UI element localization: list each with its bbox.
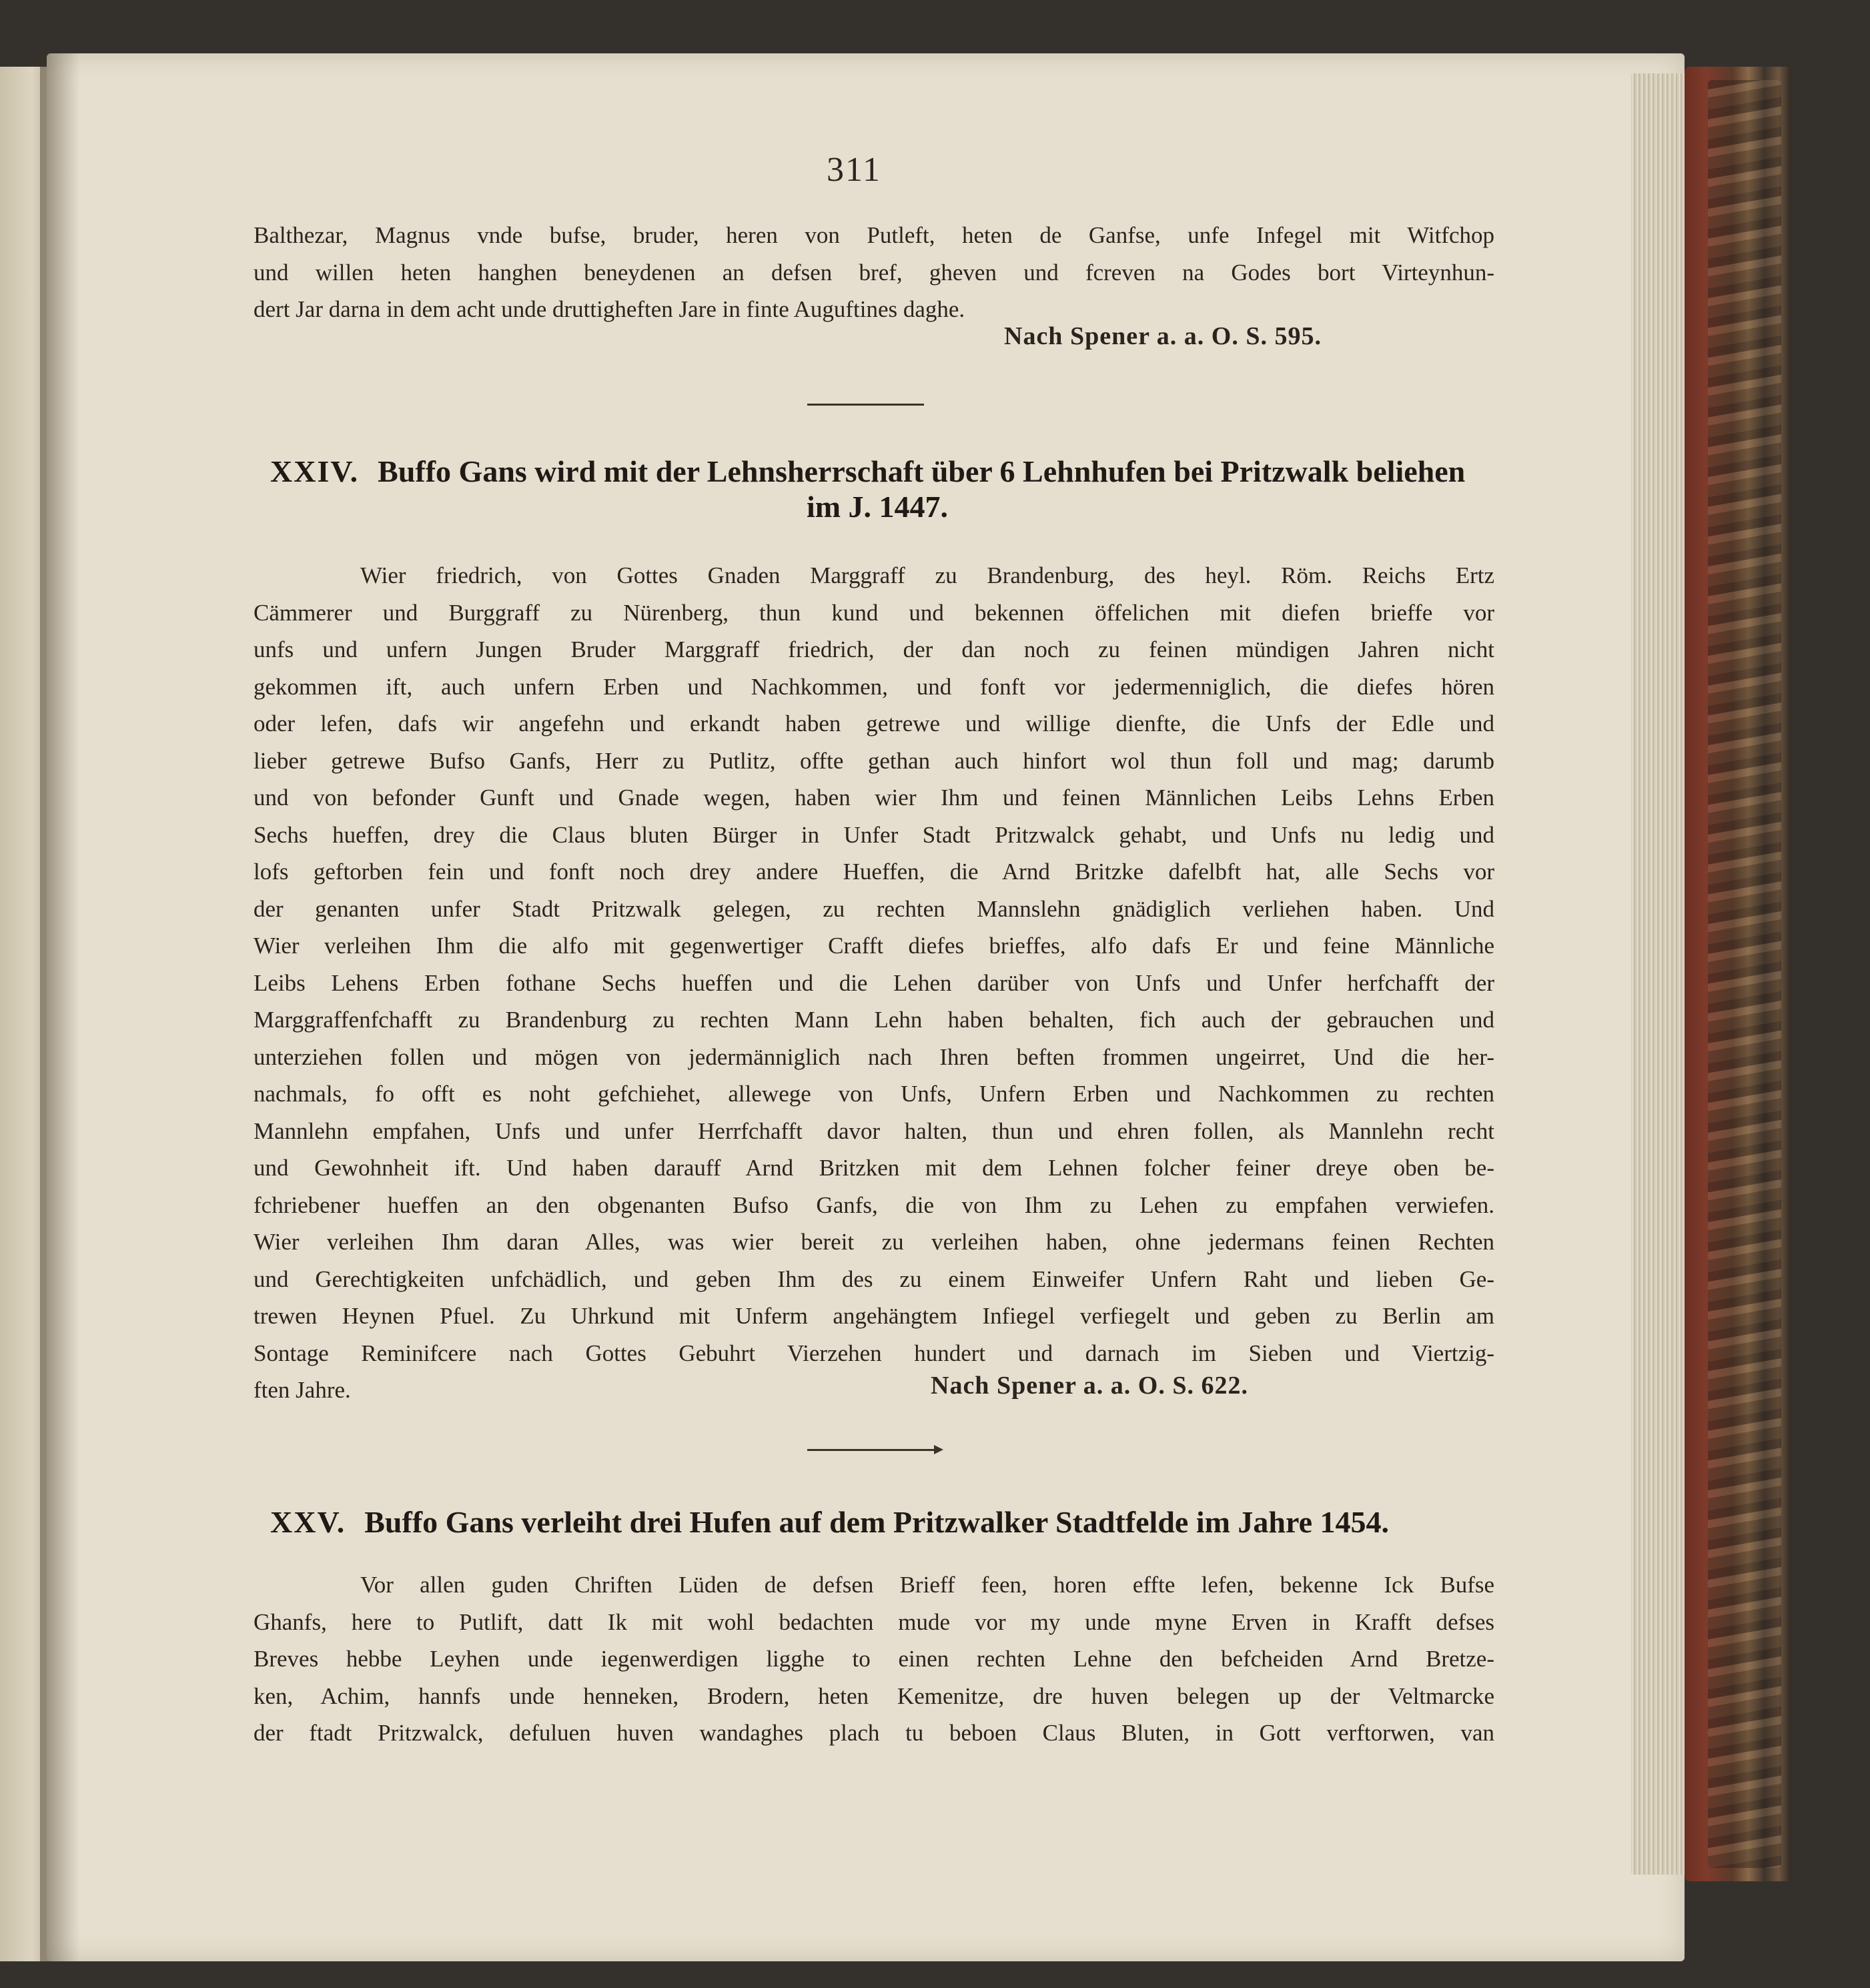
page-number: 311	[826, 151, 882, 189]
text-line: und Gewohnheit ift. Und haben darauff Arnd Britzken mit dem Lehnen folcher feiner dreye oben be-	[254, 1155, 1494, 1181]
section-heading-xxv	[270, 1504, 1484, 1540]
text-line: Ghanfs, here to Putlift, datt Ik mit wohl bedachten mude vor my unde myne Erven in Krafft defses	[254, 1608, 1494, 1635]
text-line: Wier verleihen Ihm die alfo mit gegenwertiger Crafft diefes brieffes, alfo dafs Er und feine Männliche	[254, 933, 1494, 959]
section-xxv-body	[254, 1566, 1494, 1752]
section-title: Buffo Gans verleiht drei Hufen auf dem Pritzwalker Stadtfelde im Jahre 1454.	[364, 1505, 1390, 1539]
text-line: unterziehen follen und mögen von jedermänniglich nach Ihren beften frommen ungeirret, Und die her-	[254, 1043, 1494, 1070]
gutter-shadow	[40, 53, 80, 1961]
text-line: Breves hebbe Leyhen unde iegenwerdigen ligghe to einen rechten Lehne den befcheiden Arnd Bretze-	[254, 1646, 1494, 1672]
text-line: der genanten unfer Stadt Pritzwalk gelegen, zu rechten Mannslehn gnädiglich verliehen haben. Und	[254, 895, 1494, 922]
text-line: Wier verleihen Ihm daran Alles, was wier bereit zu verleihen haben, ohne jedermans feinen Rechten	[254, 1229, 1494, 1255]
source-citation: Nach Spener a. a. O. S. 595.	[1004, 322, 1322, 350]
section-divider	[807, 1449, 934, 1451]
text-line: Sontage Reminifcere nach Gottes Gebuhrt Vierzehen hundert und darnach im Sieben und Viertzig-	[254, 1340, 1494, 1366]
source-citation: Nach Spener a. a. O. S. 622.	[931, 1372, 1248, 1400]
text-line: Sechs hueffen, drey die Claus bluten Bürger in Unfer Stadt Pritzwalck gehabt, und Unfs nu ledig und	[254, 821, 1494, 848]
section-title-line2: im J. 1447.	[806, 490, 949, 524]
text-line: oder lefen, dafs wir angefehn und erkandt haben getrewe und willige dienfte, die Unfs der Edle und	[254, 710, 1494, 736]
section-divider	[807, 404, 924, 406]
text-line: Wier friedrich, von Gottes Gnaden Marggraff zu Brandenburg, des heyl. Röm. Reichs Ertz	[360, 562, 1494, 588]
text-line: nachmals, fo offt es noht gefchiehet, allewege von Unfs, Unfern Erben und Nachkommen zu rechten	[254, 1081, 1494, 1107]
text-line: lofs geftorben fein und fonft noch drey andere Hueffen, die Arnd Britzke dafelbft hat, alle Sechs vor	[254, 859, 1494, 885]
text-line: lieber getrewe Bufso Ganfs, Herr zu Putlitz, offte gethan auch hinfort wol thun foll und mag; darumb	[254, 747, 1494, 774]
text-line: Cämmerer und Burggraff zu Nürenberg, thun kund und bekennen öffelichen mit diefen brieffe vor	[254, 599, 1494, 626]
section-numeral: XXV.	[270, 1505, 346, 1539]
text-line: und willen heten hanghen beneydenen an defsen bref, gheven und fcreven na Godes bort Virteynhun-	[254, 259, 1494, 286]
text-line: Vor allen guden Chriften Lüden de defsen Brieff feen, horen effte lefen, bekenne Ick Bufse	[360, 1572, 1494, 1598]
text-line: und Gerechtigkeiten unfchädlich, und geben Ihm des zu einem Einweifer Unfern Raht und lieben Ge-	[254, 1266, 1494, 1292]
intro-paragraph	[254, 217, 1494, 328]
marbled-cover-edge	[1708, 80, 1781, 1868]
text-line: Mannlehn empfahen, Unfs und unfer Herrfchafft davor halten, thun und ehren follen, als Mannlehn recht	[254, 1117, 1494, 1144]
text-line: fchriebener hueffen an den obgenanten Bufso Ganfs, die von Ihm zu Lehen zu empfahen verwiefen.	[254, 1191, 1494, 1218]
text-line: der ftadt Pritzwalck, defuluen huven wandaghes plach tu beboen Claus Bluten, in Gott verftorwen, van	[254, 1720, 1494, 1746]
text-line: dert Jar darna in dem acht unde druttigheften Jare in finte Auguftines daghe.	[254, 296, 965, 322]
text-line: Balthezar, Magnus vnde bufse, bruder, heren von Putleft, heten de Ganfse, unfe Infegel mit Witfchop	[254, 222, 1494, 248]
text-line: gekommen ift, auch unfern Erben und Nachkommen, und fonft vor jedermenniglich, die diefes hören	[254, 673, 1494, 700]
text-line: ften Jahre.	[254, 1377, 351, 1403]
text-line: ken, Achim, hannfs unde henneken, Brodern, heten Kemenitze, dre huven belegen up der Veltmarcke	[254, 1682, 1494, 1709]
text-line: Marggraffenfchafft zu Brandenburg zu rechten Mann Lehn haben behalten, fich auch der gebrauchen und	[254, 1007, 1494, 1033]
text-line: und von befonder Gunft und Gnade wegen, haben wier Ihm und feinen Männlichen Leibs Lehns Erben	[254, 785, 1494, 811]
section-title: Buffo Gans wird mit der Lehnsherrschaft über 6 Lehnhufen bei Pritzwalk beliehen	[378, 454, 1466, 488]
text-line: Leibs Lehens Erben fothane Sechs hueffen und die Lehen darüber von Unfs und Unfer herfchafft der	[254, 969, 1494, 996]
text-line: trewen Heynen Pfuel. Zu Uhrkund mit Unferm angehängtem Infiegel verfiegelt und geben zu Berlin am	[254, 1303, 1494, 1329]
section-heading-xxiv	[270, 454, 1484, 524]
section-numeral: XXIV.	[270, 454, 360, 488]
text-line: unfs und unfern Jungen Bruder Marggraff friedrich, der dan noch zu feinen mündigen Jahren nicht	[254, 636, 1494, 662]
section-xxiv-body	[254, 557, 1494, 1409]
